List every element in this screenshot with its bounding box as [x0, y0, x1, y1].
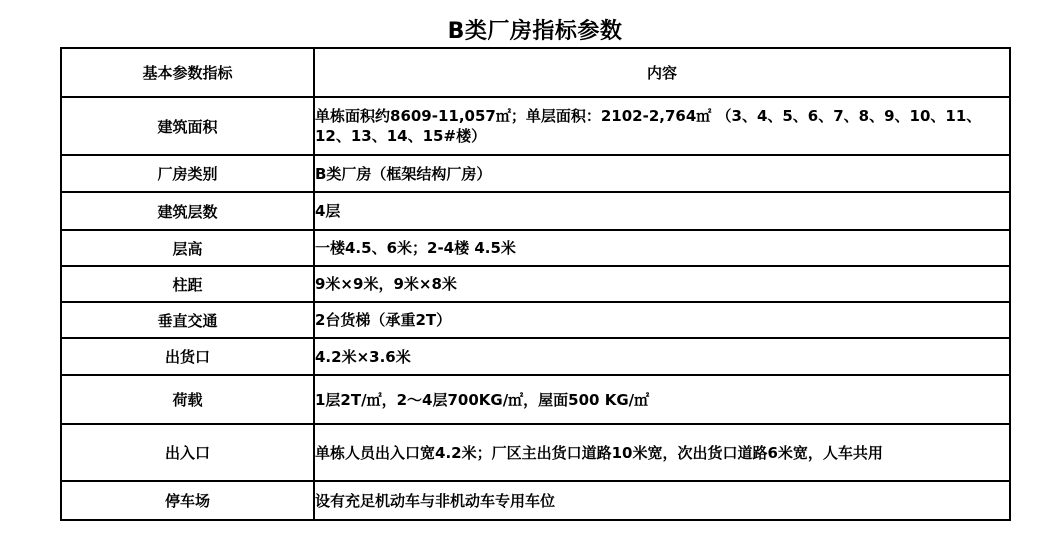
value-cell: 单栋面积约8609-11,057㎡；单层面积：2102-2,764㎡ （3、4、5、6、7、8、9、10、11、12、13、14、15#楼）: [314, 97, 1010, 155]
value-cell: 2台货梯（承重2T）: [314, 302, 1010, 338]
header-content: 内容: [314, 48, 1010, 97]
table-row: [61, 338, 1010, 375]
param-cell: 层高: [61, 230, 314, 266]
table-row: [61, 375, 1010, 424]
param-cell: 停车场: [61, 481, 314, 520]
parameter-table: [60, 47, 1011, 521]
value-cell: 设有充足机动车与非机动车专用车位: [314, 481, 1010, 520]
value-cell: 单栋人员出入口宽4.2米；厂区主出货口道路10米宽，次出货口道路6米宽，人车共用: [314, 424, 1010, 481]
param-cell: 垂直交通: [61, 302, 314, 338]
table-row: [61, 192, 1010, 230]
param-cell: 建筑面积: [61, 97, 314, 155]
table-row: [61, 155, 1010, 192]
value-cell: 一楼4.5、6米；2-4楼 4.5米: [314, 230, 1010, 266]
value-cell: 4.2米×3.6米: [314, 338, 1010, 375]
param-cell: 柱距: [61, 266, 314, 302]
param-cell: 厂房类别: [61, 155, 314, 192]
table-row: [61, 266, 1010, 302]
param-cell: 出货口: [61, 338, 314, 375]
value-cell: B类厂房（框架结构厂房）: [314, 155, 1010, 192]
page-title: B类厂房指标参数: [447, 19, 623, 44]
table-row: [61, 97, 1010, 155]
table-header-row: [61, 48, 1010, 97]
table-row: [61, 302, 1010, 338]
param-cell: 建筑层数: [61, 192, 314, 230]
param-cell: 出入口: [61, 424, 314, 481]
table-row: [61, 481, 1010, 520]
header-param: 基本参数指标: [61, 48, 314, 97]
value-cell: 1层2T/㎡，2～4层700KG/㎡，屋面500 KG/㎡: [314, 375, 1010, 424]
table-row: [61, 424, 1010, 481]
value-cell: 9米×9米，9米×8米: [314, 266, 1010, 302]
value-cell: 4层: [314, 192, 1010, 230]
param-cell: 荷载: [61, 375, 314, 424]
table-row: [61, 230, 1010, 266]
